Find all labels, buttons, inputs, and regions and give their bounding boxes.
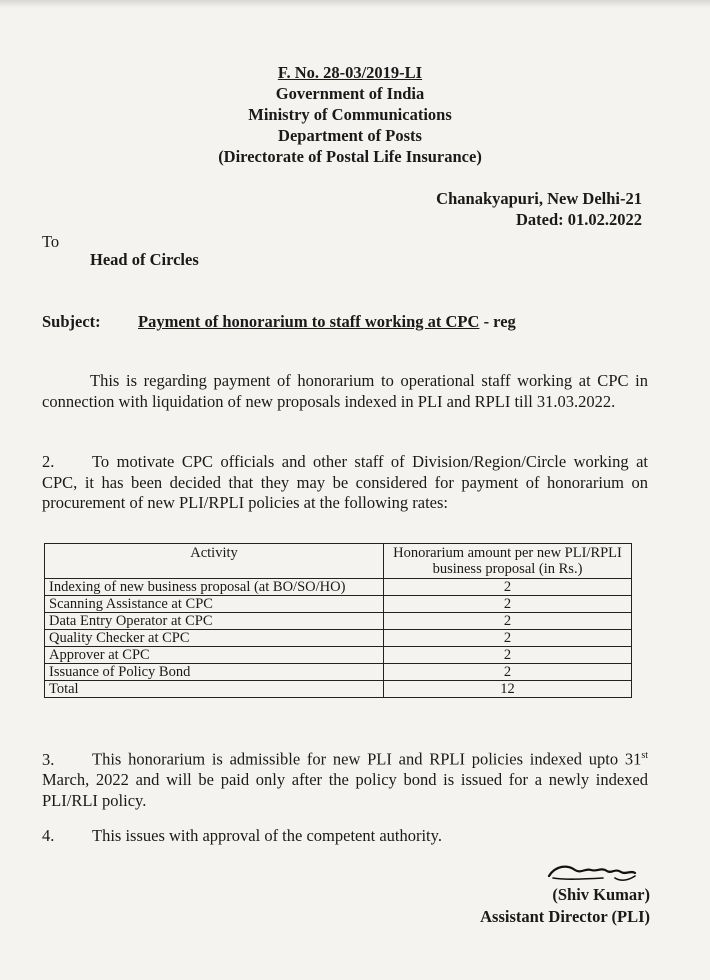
table-cell-total-label: Total (45, 681, 384, 698)
signature-block (480, 884, 650, 928)
signer-designation: Assistant Director (PLI) (480, 907, 650, 926)
table-cell-amount: 2 (384, 647, 632, 664)
paragraph-3-text-a: This honorarium is admissible for new PLI and RPLI policies indexed upto 31 (92, 749, 642, 769)
table-total-row (45, 681, 632, 698)
paragraph-1-text: This is regarding payment of honorarium to operational staff working at CPC in connection with liquidation of new proposals indexed in PLI and RPLI till 31.03.2022. (42, 371, 648, 411)
table-cell-activity: Approver at CPC (45, 647, 384, 664)
subject-label: Subject: (42, 312, 101, 331)
table-row (45, 579, 632, 596)
file-number: F. No. 28-03/2019-LI (277, 63, 423, 82)
header-department: Department of Posts (278, 126, 422, 145)
paragraph-3 (42, 746, 648, 811)
subject-line (138, 312, 516, 332)
table-cell-activity: Issuance of Policy Bond (45, 664, 384, 681)
table-cell-activity: Scanning Assistance at CPC (45, 596, 384, 613)
paragraph-3-superscript: st (641, 750, 648, 761)
place: Chanakyapuri, New Delhi-21 (436, 189, 642, 208)
subject-text: Payment of honorarium to staff working at CPC (138, 312, 480, 331)
table-header-activity: Activity (45, 544, 384, 579)
table-row (45, 596, 632, 613)
paragraph-2-number: 2. (42, 452, 55, 471)
table-row (45, 630, 632, 647)
letter-header (180, 62, 520, 167)
header-directorate: (Directorate of Postal Life Insurance) (218, 147, 482, 166)
page-edge-shadow (0, 0, 710, 8)
signer-name: (Shiv Kumar) (552, 885, 650, 904)
table-cell-amount: 2 (384, 664, 632, 681)
table-cell-total-amount: 12 (384, 681, 632, 698)
header-ministry: Ministry of Communications (248, 105, 452, 124)
date: Dated: 01.02.2022 (515, 210, 642, 229)
paragraph-4-text: This issues with approval of the competent authority. (92, 826, 442, 845)
honorarium-rates-table (44, 543, 632, 698)
table-cell-activity: Quality Checker at CPC (45, 630, 384, 647)
table-cell-amount: 2 (384, 613, 632, 630)
table-cell-activity: Indexing of new business proposal (at BO/SO/HO) (45, 579, 384, 596)
table-cell-amount: 2 (384, 630, 632, 647)
paragraph-2 (42, 452, 648, 514)
paragraph-2-text: To motivate CPC officials and other staff of Division/Region/Circle working at CPC, it has been decided that they may be considered for payment of honorarium on procurement of new PLI/RPLI policies at the following rates: (42, 452, 648, 512)
table-row (45, 647, 632, 664)
table-header-amount: Honorarium amount per new PLI/RPLI business proposal (in Rs.) (384, 544, 632, 579)
table-cell-amount: 2 (384, 579, 632, 596)
addressee: Head of Circles (90, 250, 199, 269)
subject-suffix: - reg (479, 312, 516, 331)
paragraph-4 (42, 826, 648, 847)
table-row (45, 664, 632, 681)
to-label: To (42, 232, 60, 251)
paragraph-3-number: 3. (42, 749, 55, 769)
table-cell-amount: 2 (384, 596, 632, 613)
table-row (45, 613, 632, 630)
paragraph-1 (42, 371, 648, 412)
table-header-row (45, 544, 632, 579)
handwritten-signature (545, 858, 640, 886)
place-date-block (436, 188, 642, 230)
paragraph-3-text-b: March, 2022 and will be paid only after the policy bond is issued for a newly indexed PLI/RLI policy. (42, 770, 648, 810)
paragraph-4-number: 4. (42, 826, 55, 845)
header-govt: Government of India (275, 84, 425, 103)
table-cell-activity: Data Entry Operator at CPC (45, 613, 384, 630)
